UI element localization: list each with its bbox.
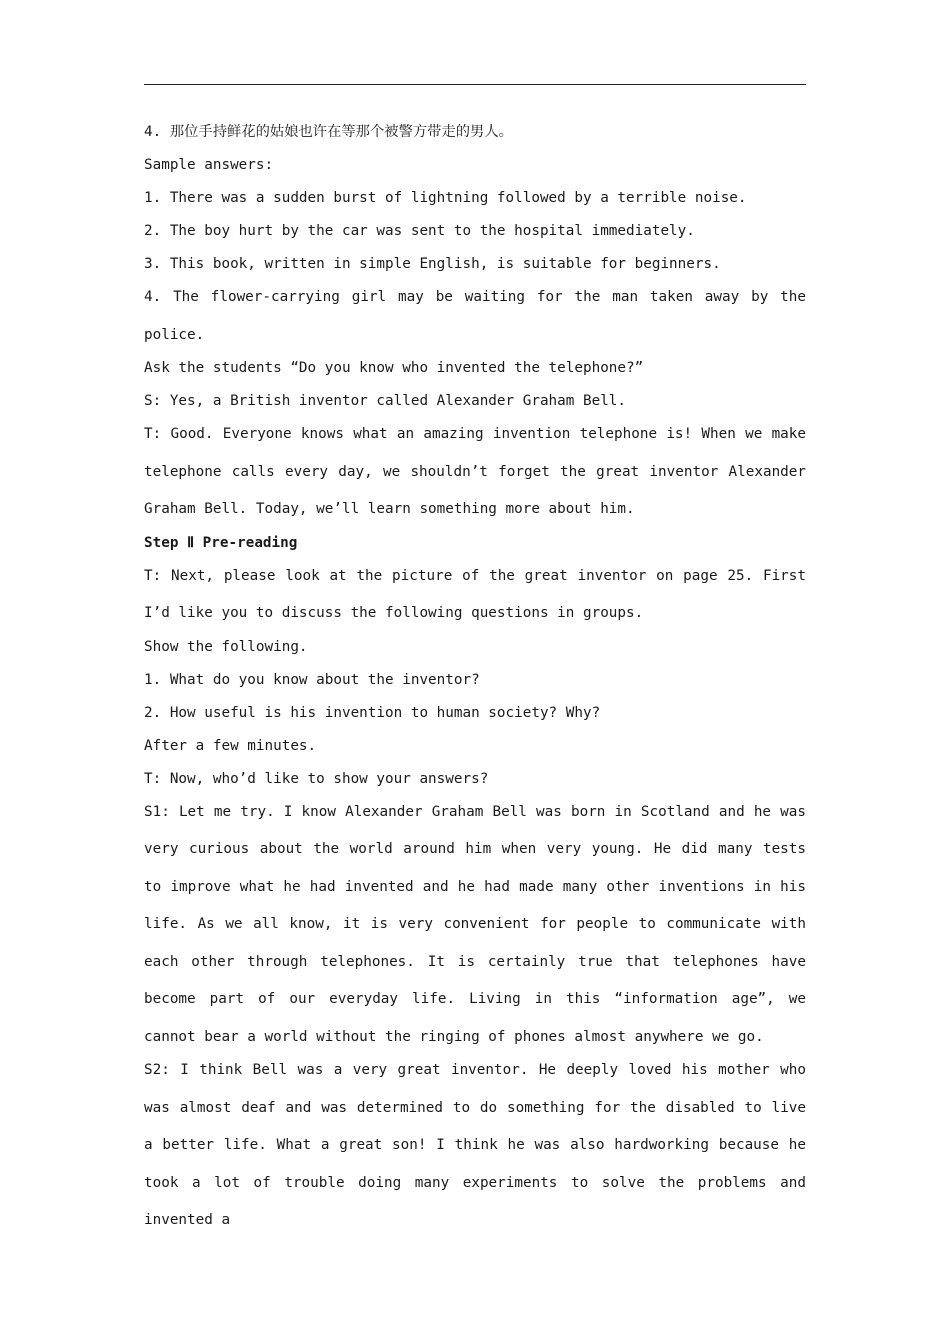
question-2: 2. How useful is his invention to human society? Why? — [144, 704, 601, 721]
after-minutes: After a few minutes. — [144, 737, 317, 754]
student-reply: S: Yes, a British inventor called Alexander Graham Bell. — [144, 393, 627, 409]
answer-3: 3. This book, written in simple English, is suitable for beginners. — [144, 256, 721, 272]
question-1: 1. What do you know about the inventor? — [144, 671, 480, 688]
step-heading: Step Ⅱ Pre-reading — [144, 534, 298, 551]
student-1-answer: S1: Let me try. I know Alexander Graham Bell was born in Scotland and he was very curious about the world around him when very young. He did many tests to improve what he had invented and he had made many other inventions in his life. As we all know, it is very convenient for people to communicate with each other through telephones. It is certainly true that telephones have become part of our everyday life. Living in this “information age”, we cannot bear a world without the ringing of phones almost anywhere we go. — [144, 803, 806, 1045]
answer-2: 2. The boy hurt by the car was sent to the hospital immediately. — [144, 223, 695, 239]
teacher-question: Ask the students “Do you know who invented the telephone?” — [144, 360, 644, 376]
sample-answers-label: Sample answers: — [144, 157, 274, 173]
header-rule — [144, 84, 806, 85]
answer-4: 4. The flower-carrying girl may be waiting for the man taken away by the police. — [144, 289, 806, 343]
answer-1: 1. There was a sudden burst of lightning followed by a terrible noise. — [144, 190, 747, 206]
teacher-prompt: T: Now, who’d like to show your answers? — [144, 770, 489, 787]
teacher-instruction: T: Next, please look at the picture of the great inventor on page 25. First I’d like you to discuss the following questions in groups. — [144, 567, 806, 621]
translation-item-4: 4. 那位手持鲜花的姑娘也许在等那个被警方带走的男人。 — [144, 124, 513, 140]
student-2-answer: S2: I think Bell was a very great inventor. He deeply loved his mother who was almost deaf and was determined to do something for the disabled to live a better life. What a great son! I think he was also hardworking because he took a lot of trouble doing many experiments to solve the problems and invented a — [144, 1062, 806, 1228]
show-following: Show the following. — [144, 638, 308, 655]
document-body — [144, 122, 806, 1244]
teacher-intro: T: Good. Everyone knows what an amazing invention telephone is! When we make telephone calls every day, we shouldn’t forget the great inventor Alexander Graham Bell. Today, we’ll learn something more about him. — [144, 426, 806, 517]
